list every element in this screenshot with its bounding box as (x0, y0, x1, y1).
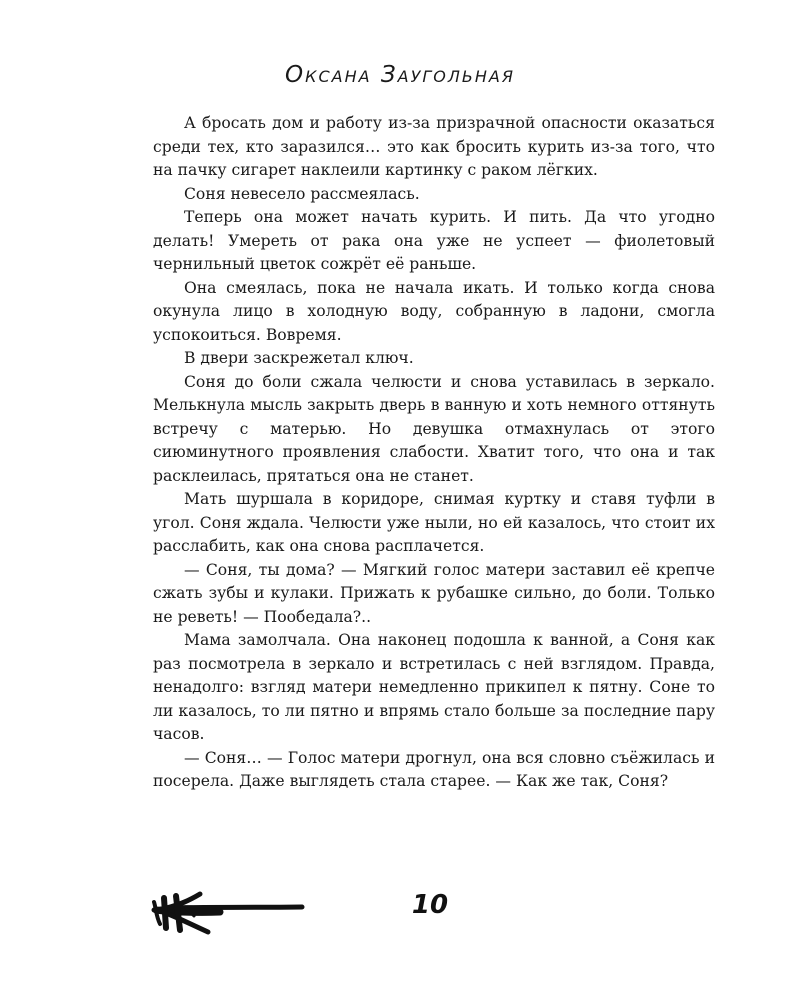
paragraph: Соня до боли сжала челюсти и снова уставилась в зеркало. Мелькнула мысль закрыть дверь в ванную и хоть немного оттянуть встречу с матерью. Но девушка отмахнулась от этого сиюминутного проявления слабости. Хватит того, что она и так расклеилась, прятаться она не станет. (153, 372, 715, 485)
paragraph: Она смеялась, пока не начала икать. И только когда снова окунула лицо в холодную воду, собранную в ладони, смогла успокоиться. Вовремя. (153, 278, 715, 344)
paragraph: Мать шуршала в коридоре, снимая куртку и ставя туфли в угол. Соня ждала. Челюсти уже ныли, но ей казалось, что стоит их расслабить, как она снова расплачется. (153, 490, 715, 555)
paragraph: — Соня… — Голос матери дрогнул, она вся словно съёжилась и посерела. Даже выглядеть стала старее. — Как же так, Соня? (153, 748, 715, 790)
paragraph: В двери заскрежетал ключ. (184, 349, 414, 367)
paragraph: Теперь она может начать курить. И пить. Да что угодно делать! Умереть от рака она уже не успеет — фиолетовый чернильный цветок сожрёт её раньше. (153, 208, 715, 273)
running-head: Оксана Заугольная (285, 62, 515, 88)
page-number: 10 (411, 890, 449, 920)
brush-arrow-icon (150, 888, 310, 936)
paragraph: — Соня, ты дома? — Мягкий голос матери заставил её крепче сжать зубы и кулаки. Прижать к рубашке сильно, до боли. Только не реветь! — Пообедала?.. (153, 560, 715, 626)
paragraph: Соня невесело рассмеялась. (184, 184, 420, 203)
paragraph: А бросать дом и работу из-за призрачной опасности оказаться среди тех, кто заразился… это как бросить курить из-за того, что на пачку сигарет наклеили картинку с раком лёгких. (153, 114, 715, 179)
body-text (153, 112, 715, 794)
paragraph: Мама замолчала. Она наконец подошла к ванной, а Соня как раз посмотрела в зеркало и встретилась с ней взглядом. Правда, ненадолго: взгляд матери немедленно прикипел к пятну. Соне то ли казалось, то ли пятно и впрямь стало больше за последние пару часов. (153, 631, 715, 743)
